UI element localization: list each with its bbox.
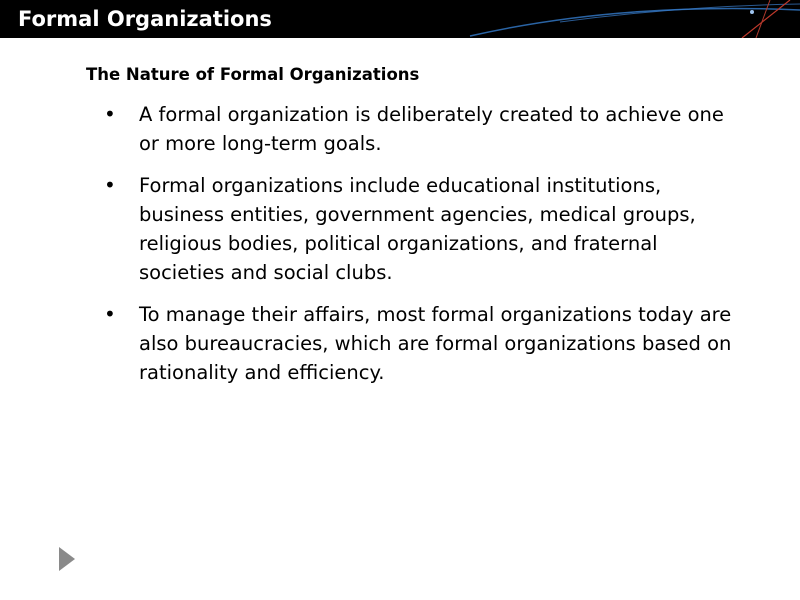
bullet-item [0, 171, 800, 287]
next-slide-arrow-icon[interactable] [57, 545, 77, 573]
bullet-text: Formal organizations include educational institutions, business entities, government agencies, medical groups, religious bodies, political organizations, and fraternal societies and social clubs. [139, 174, 696, 284]
decor-red-line-2 [756, 0, 770, 38]
bullet-icon: • [104, 173, 116, 197]
decor-blue-arc-2 [560, 4, 800, 22]
bullet-item [0, 100, 800, 158]
bullet-text: A formal organization is deliberately created to achieve one or more long-term goals. [139, 103, 724, 155]
bullet-text: To manage their affairs, most formal organizations today are also bureaucracies, which are formal organizations based on rationality and efficiency. [139, 303, 732, 384]
decor-glow [750, 10, 754, 14]
slide-title: Formal Organizations [18, 7, 272, 31]
bullet-item [0, 300, 800, 387]
bullet-list [0, 100, 800, 400]
bullet-icon: • [104, 102, 116, 126]
section-heading: The Nature of Formal Organizations [86, 65, 420, 84]
bullet-icon: • [104, 302, 116, 326]
title-bar [0, 0, 800, 38]
